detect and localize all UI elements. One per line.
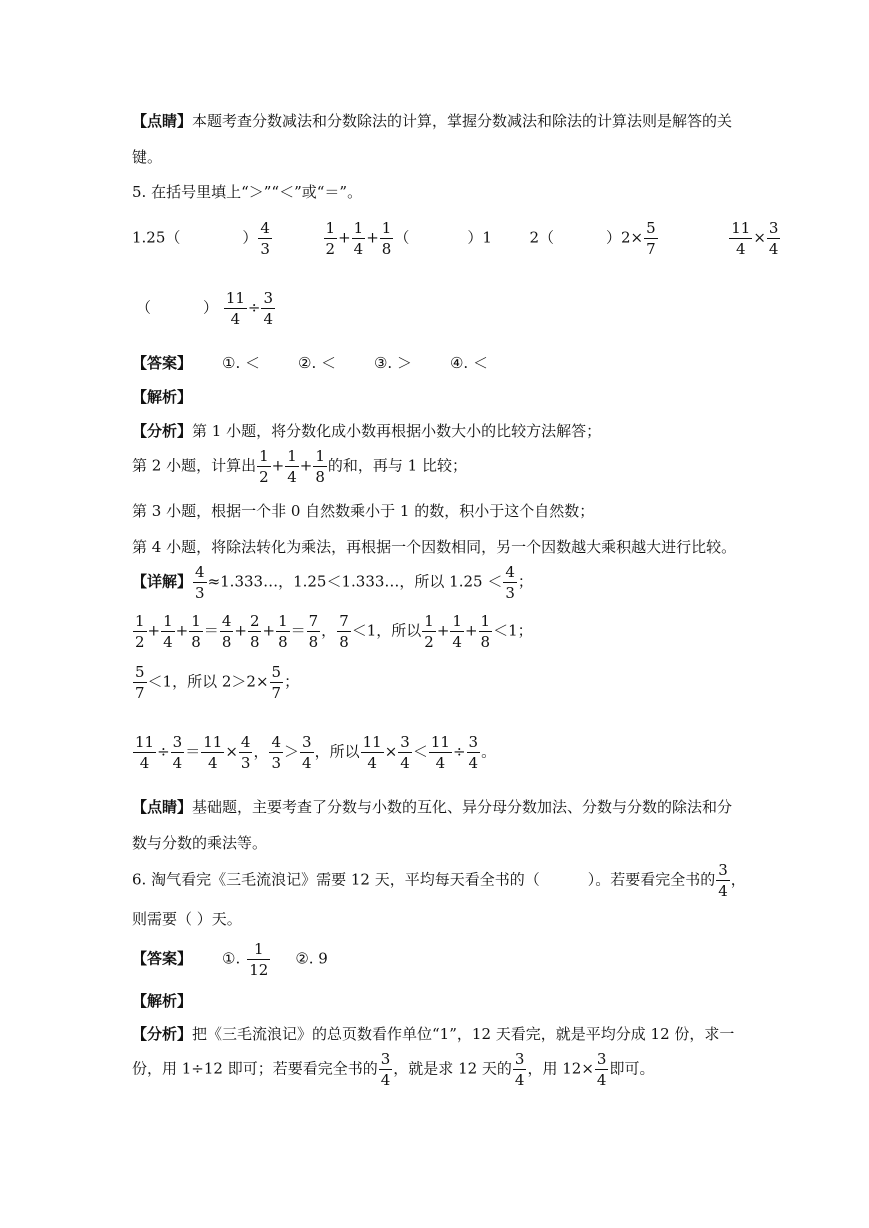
analysis-label: 【解析】 — [132, 388, 193, 406]
q5-jiexi — [132, 386, 192, 407]
fraction-1-2: $\frac{1}{2}$ — [135, 612, 145, 651]
answer-4: ④. ＜ — [449, 354, 488, 372]
fraction-5-7: $\frac{5}{7}$ — [135, 663, 145, 702]
fraction-3-4: $\frac{3}{4}$ — [400, 733, 410, 772]
fenxi-text: 第 2 小题，计算出 — [132, 456, 257, 475]
fraction-5-7: $\frac{5}{7}$ — [271, 663, 282, 702]
fraction-1-2: $\frac{1}{2}$ — [325, 219, 336, 258]
fraction-7-8: $\frac{7}{8}$ — [308, 612, 319, 651]
q5-row1 — [132, 219, 781, 258]
question-title: 5. 在括号里填上“＞”“＜”或“＝”。 — [132, 183, 363, 201]
fenxi-text: 第 1 小题，将分数化成小数再根据小数大小的比较方法解答； — [192, 422, 602, 440]
fraction-1-4: $\frac{1}{4}$ — [287, 447, 297, 486]
answer-3: ③. ＞ — [373, 354, 412, 372]
q5-xiangjie-4 — [132, 733, 496, 772]
q6-fenxi-2 — [132, 1050, 654, 1089]
plus-sign: + — [436, 621, 450, 640]
plus-sign: + — [299, 456, 313, 475]
dianjing-text: 基础题，主要考查了分数与小数的互化、异分母分数加法、分数与分数的除法和分 — [192, 798, 733, 816]
blank-open: （ — [136, 298, 152, 317]
fraction-4-3: $\frac{4}{3}$ — [260, 219, 270, 258]
fraction-11-4: $\frac{11}{4}$ — [430, 733, 450, 772]
plus-sign: + — [147, 621, 161, 640]
xiangjie-text: ＜1， — [351, 621, 392, 640]
q5-dianjing-1 — [132, 796, 732, 817]
fraction-3-4: $\frac{3}{4}$ — [514, 1050, 525, 1089]
xiangjie-text: ＜1，所以 2＞2× — [147, 672, 269, 691]
answer-2: ②. ＜ — [298, 354, 336, 372]
blank-close: ） — [203, 298, 219, 317]
fraction-1-4: $\frac{1}{4}$ — [163, 612, 173, 651]
q5-xiangjie-1 — [132, 563, 533, 602]
answer-label: 【答案】 — [132, 949, 193, 968]
equals-sign: ＝ — [185, 742, 201, 761]
punct: ； — [284, 672, 300, 691]
answer-1: ①. ＜ — [222, 354, 260, 372]
fenxi-text: 把《三毛流浪记》的总页数看作单位“1”，12 天看完，就是平均分成 12 份，求一 — [192, 1025, 735, 1043]
equals-sign: ＝ — [290, 621, 306, 640]
fenxi-text: ，用 12× — [527, 1059, 594, 1078]
question-text: 则需要（ ）天。 — [132, 910, 242, 928]
fraction-4-3: $\frac{4}{3}$ — [505, 563, 515, 602]
punct: 。 — [481, 742, 497, 761]
plus-sign: + — [366, 228, 379, 247]
question-text: 6. 淘气看完《三毛流浪记》需要 12 天，平均每天看全书的（ — [132, 870, 540, 889]
fenxi-text: 的和，再与 1 比较； — [327, 456, 467, 475]
plus-sign: + — [175, 621, 189, 640]
fraction-3-4: $\frac{3}{4}$ — [380, 1050, 391, 1089]
fenxi-text: 第 4 小题，将除法转化为乘法，再根据一个因数相同，另一个因数越大乘积越大进行比较。 — [132, 538, 737, 556]
fraction-3-4: $\frac{3}{4}$ — [468, 733, 479, 772]
fraction-11-4: $\frac{11}{4}$ — [731, 219, 751, 258]
punct: ， — [321, 621, 337, 640]
fraction-3-4: $\frac{3}{4}$ — [172, 733, 183, 772]
equals-sign: ＝ — [203, 621, 219, 640]
fraction-1-2: $\frac{1}{2}$ — [259, 447, 269, 486]
q6-fenxi-1 — [132, 1023, 734, 1044]
fraction-4-8: $\frac{4}{8}$ — [221, 612, 232, 651]
q5-fenxi-3 — [132, 500, 594, 521]
analysis-label: 【解析】 — [132, 992, 193, 1010]
plus-sign: + — [338, 228, 351, 247]
q5-row2 — [136, 289, 276, 328]
q5-answer — [132, 352, 488, 373]
q5-dianjing-2 — [132, 832, 267, 853]
fraction-4-3: $\frac{4}{3}$ — [271, 733, 282, 772]
q5-xiangjie-2 — [132, 612, 533, 651]
question-text: ）。若要看完全书的 — [587, 870, 716, 889]
divide-sign: ÷ — [157, 742, 170, 761]
blank-close: ） — [242, 228, 258, 247]
q5-xiangjie-3 — [132, 663, 299, 702]
punct: ； — [517, 572, 533, 591]
times-sign: × — [384, 742, 398, 761]
punct: ， — [253, 742, 269, 761]
divide-sign: ÷ — [452, 742, 466, 761]
dianjing-text-end: 键。 — [132, 148, 163, 166]
xiangjie-label: 【详解】 — [132, 572, 193, 591]
fraction-11-4: $\frac{11}{4}$ — [225, 289, 245, 328]
fraction-4-3: $\frac{4}{3}$ — [240, 733, 251, 772]
answer-label: 【答案】 — [132, 354, 193, 372]
q5-title — [132, 181, 362, 202]
xiangjie-text: ＜1； — [493, 621, 533, 640]
xiangjie-text: ≈1.333…，1.25＜1.333…，所以 1.25 ＜ — [207, 572, 503, 591]
fraction-1-8: $\frac{1}{8}$ — [278, 612, 288, 651]
fraction-1-4: $\frac{1}{4}$ — [353, 219, 364, 258]
plus-sign: + — [464, 621, 478, 640]
dianjing-label: 【点睛】 — [132, 112, 193, 130]
less-sign: ＜ — [412, 742, 428, 761]
divide-sign: ÷ — [247, 298, 261, 317]
fraction-3-4: $\frac{3}{4}$ — [596, 1050, 607, 1089]
p4-dianjing-line2 — [132, 146, 162, 167]
fraction-11-4: $\frac{11}{4}$ — [203, 733, 223, 772]
fraction-1-12: $\frac{1}{12}$ — [249, 940, 269, 979]
fraction-4-3: $\frac{4}{3}$ — [195, 563, 205, 602]
dianjing-label: 【点睛】 — [132, 798, 193, 816]
fraction-3-4: $\frac{3}{4}$ — [768, 219, 779, 258]
fraction-1-2: $\frac{1}{2}$ — [424, 612, 434, 651]
q6-line1 — [132, 861, 746, 900]
blank-close: ）2× — [606, 228, 644, 247]
fraction-1-8: $\frac{1}{8}$ — [381, 219, 392, 258]
q5-fenxi-2 — [132, 447, 467, 486]
blank-open: （ — [394, 228, 410, 247]
answer-1: ①. — [222, 949, 241, 968]
fraction-5-7: $\frac{5}{7}$ — [646, 219, 656, 258]
p4-dianjing-line1 — [132, 110, 732, 131]
fraction-7-8: $\frac{7}{8}$ — [339, 612, 349, 651]
plus-sign: + — [262, 621, 276, 640]
q5-fenxi-4 — [132, 536, 736, 557]
fraction-2-8: $\frac{2}{8}$ — [249, 612, 260, 651]
fraction-3-4: $\frac{3}{4}$ — [718, 861, 728, 900]
blank-close: ）1 — [467, 228, 492, 247]
punct: ， — [314, 742, 330, 761]
fraction-1-4: $\frac{1}{4}$ — [452, 612, 462, 651]
fraction-1-8: $\frac{1}{8}$ — [315, 447, 325, 486]
fraction-3-4: $\frac{3}{4}$ — [302, 733, 312, 772]
times-sign: × — [753, 228, 766, 247]
blank-open: 2（ — [529, 228, 554, 247]
xiangjie-text: 所以 — [391, 621, 422, 640]
fenxi-label: 【分析】 — [132, 422, 193, 440]
q6-answer — [132, 940, 328, 979]
q6-jiexi — [132, 990, 192, 1011]
fraction-1-8: $\frac{1}{8}$ — [191, 612, 201, 651]
fenxi-text: 第 3 小题，根据一个非 0 自然数乘小于 1 的数，积小于这个自然数； — [132, 502, 595, 520]
greater-sign: ＞ — [284, 742, 300, 761]
fenxi-text: ，就是求 12 天的 — [393, 1059, 512, 1078]
q5-fenxi-1 — [132, 420, 601, 441]
fraction-3-4: $\frac{3}{4}$ — [263, 289, 274, 328]
dianjing-text: 本题考查分数减法和分数除法的计算，掌握分数减法和除法的计算法则是解答的关 — [192, 112, 733, 130]
dianjing-text-end: 数与分数的乘法等。 — [132, 834, 268, 852]
fenxi-label: 【分析】 — [132, 1025, 193, 1043]
fraction-11-4: $\frac{11}{4}$ — [135, 733, 155, 772]
fenxi-text: 即可。 — [609, 1059, 655, 1078]
fenxi-text: 份，用 1÷12 即可；若要看完全书的 — [132, 1059, 378, 1078]
blank-open: 1.25（ — [132, 228, 181, 247]
plus-sign: + — [271, 456, 285, 475]
punct: ， — [730, 870, 746, 889]
q6-line2 — [132, 908, 242, 929]
fraction-1-8: $\frac{1}{8}$ — [480, 612, 491, 651]
times-sign: × — [225, 742, 238, 761]
plus-sign: + — [234, 621, 247, 640]
answer-2: ②. 9 — [295, 949, 328, 968]
xiangjie-text: 所以 — [329, 742, 360, 761]
fraction-11-4: $\frac{11}{4}$ — [362, 733, 382, 772]
